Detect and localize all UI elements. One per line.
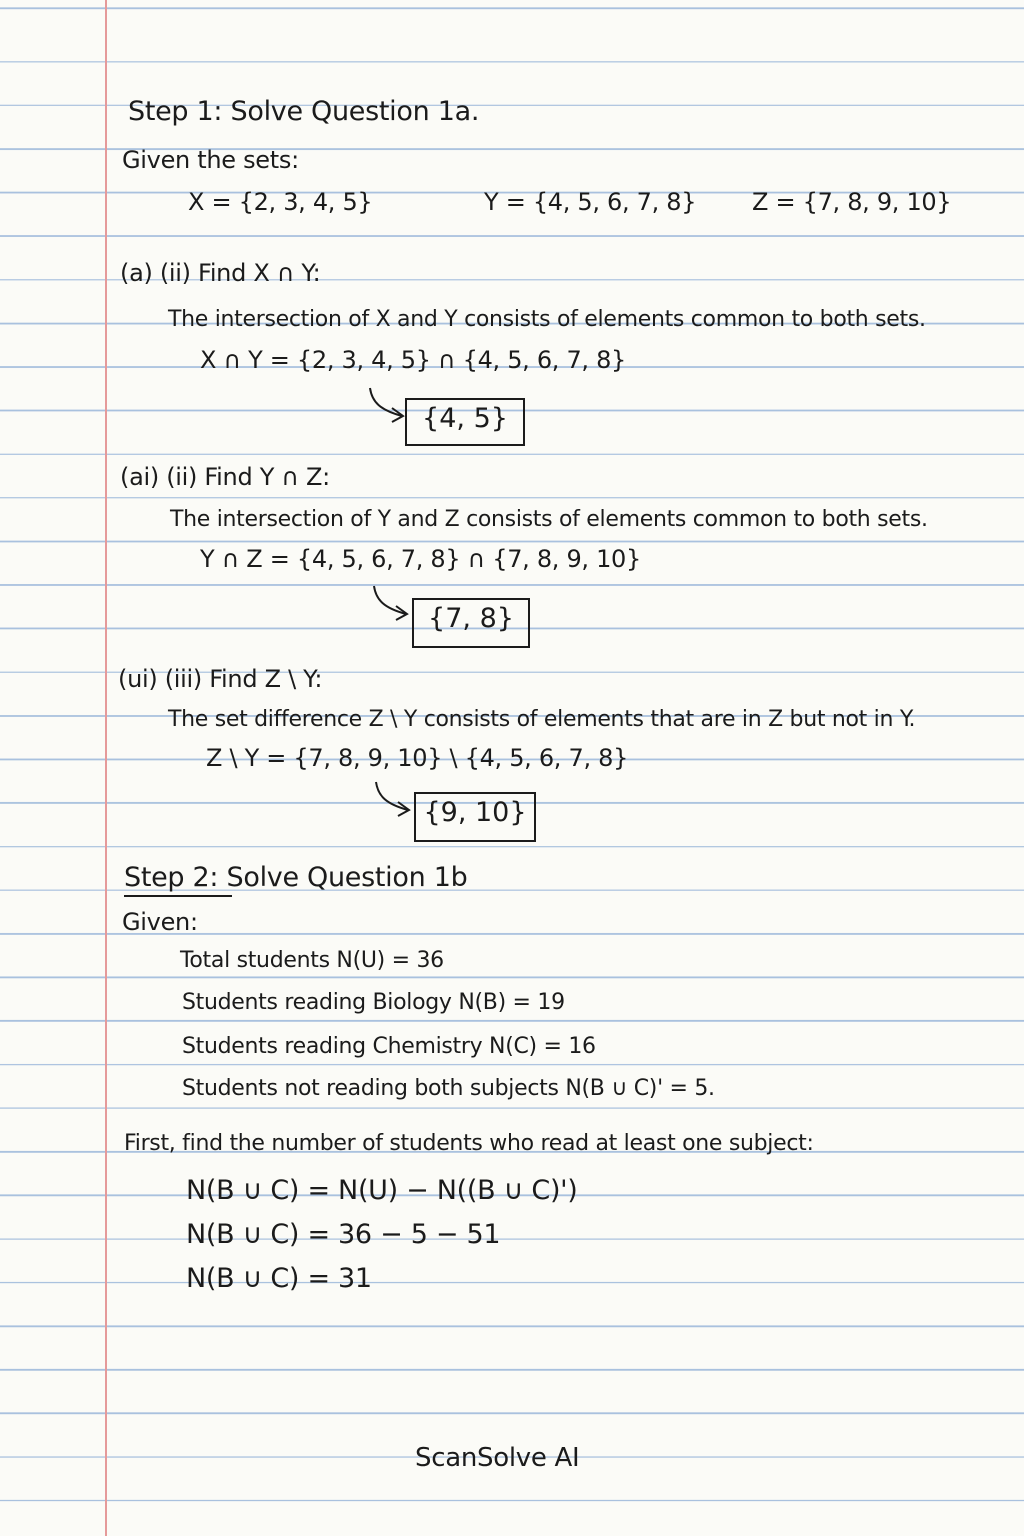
part-c-arrow-icon: [368, 778, 418, 820]
part-a-explanation: The intersection of X and Y consists of elements common to both sets.: [168, 307, 926, 332]
set-x: X = {2, 3, 4, 5}: [188, 188, 373, 216]
part-b-heading: (ai) (ii) Find Y ∩ Z:: [120, 463, 330, 491]
part-a-answer-box: {4, 5}: [405, 398, 525, 446]
chemistry-students: Students reading Chemistry N(C) = 16: [182, 1034, 596, 1059]
part-a-heading: (a) (ii) Find X ∩ Y:: [120, 259, 321, 287]
biology-students: Students reading Biology N(B) = 19: [182, 990, 565, 1015]
part-c-heading: (ui) (iii) Find Z \ Y:: [118, 665, 323, 693]
part-c-explanation: The set difference Z \ Y consists of elements that are in Z but not in Y.: [168, 707, 916, 732]
step2-title-underline: [124, 895, 232, 897]
equation-1: N(B ∪ C) = N(U) − N((B ∪ C)'): [186, 1175, 578, 1206]
set-z: Z = {7, 8, 9, 10}: [752, 188, 952, 216]
part-c-answer-box: {9, 10}: [414, 792, 536, 842]
step1-title: Step 1: Solve Question 1a.: [128, 96, 480, 127]
part-b-answer-box: {7, 8}: [412, 598, 530, 648]
total-students: Total students N(U) = 36: [180, 948, 444, 973]
part-b-equation: Y ∩ Z = {4, 5, 6, 7, 8} ∩ {7, 8, 9, 10}: [200, 545, 641, 573]
margin-line: [105, 0, 107, 1536]
part-a-equation: X ∩ Y = {2, 3, 4, 5} ∩ {4, 5, 6, 7, 8}: [200, 346, 627, 374]
step2-given: Given:: [122, 908, 198, 936]
equation-3: N(B ∪ C) = 31: [186, 1263, 372, 1294]
part-b-arrow-icon: [366, 582, 416, 624]
part-b-explanation: The intersection of Y and Z consists of elements common to both sets.: [170, 507, 928, 532]
step2-title: Step 2: Solve Question 1b: [124, 862, 468, 893]
equation-2: N(B ∪ C) = 36 − 5 − 51: [186, 1219, 501, 1250]
step1-given: Given the sets:: [122, 146, 299, 174]
set-y: Y = {4, 5, 6, 7, 8}: [484, 188, 697, 216]
part-c-equation: Z \ Y = {7, 8, 9, 10} \ {4, 5, 6, 7, 8}: [206, 744, 629, 772]
first-step-text: First, find the number of students who read at least one subject:: [124, 1131, 814, 1156]
footer-brand: ScanSolve AI: [415, 1443, 580, 1473]
neither-students: Students not reading both subjects N(B ∪ C)' = 5.: [182, 1076, 715, 1101]
